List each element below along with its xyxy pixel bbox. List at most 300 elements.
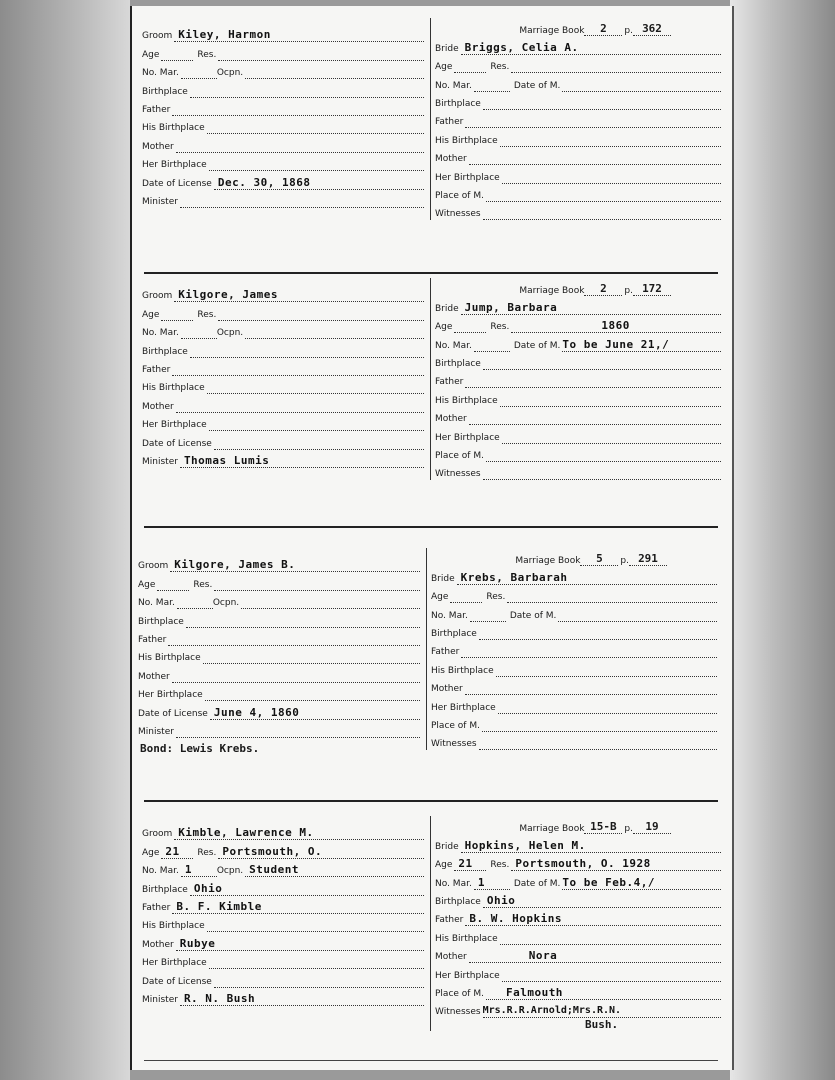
field-line — [176, 401, 424, 413]
field-label: Birthplace — [142, 346, 188, 357]
field-label: No. Mar. — [431, 610, 468, 621]
field-label: Mother — [431, 684, 463, 695]
bride-section — [426, 548, 717, 750]
field-line — [203, 652, 420, 664]
field-label: Date of License — [142, 178, 212, 189]
field-line — [474, 340, 510, 352]
field-label: Birthplace — [435, 358, 481, 369]
field-line — [207, 382, 424, 394]
field-label: Res. — [490, 860, 510, 871]
field-label: Birthplace — [138, 616, 184, 627]
field-line — [474, 875, 510, 890]
field-label: Age — [435, 62, 453, 73]
field-line — [562, 875, 721, 890]
field-line — [465, 116, 721, 128]
bride-name: Briggs, Celia A. — [464, 40, 579, 54]
book-number: 5 — [580, 552, 618, 566]
bride-res: Portsmouth, O. 1928 — [515, 857, 651, 871]
field-line — [483, 358, 721, 370]
field-line — [498, 702, 717, 714]
form-field-row — [435, 963, 721, 981]
form-field-row — [142, 79, 424, 97]
field-label: Place of M. — [431, 720, 480, 731]
groom-age: 21 — [165, 844, 180, 858]
field-line — [469, 413, 721, 425]
field-line — [214, 579, 420, 591]
form-field-row — [435, 184, 721, 202]
book-page: 291 — [629, 552, 667, 566]
field-label: Mother — [142, 141, 174, 152]
form-field-row — [435, 834, 721, 852]
field-label: Her Birthplace — [435, 172, 500, 183]
form-field-row — [431, 732, 717, 750]
field-label: Date of M. — [513, 80, 561, 91]
field-label: Groom — [138, 561, 169, 572]
field-label: Mother — [435, 414, 467, 425]
license-date: June 4, 1860 — [213, 705, 300, 719]
witnesses-continued: Bush. — [585, 1018, 619, 1032]
field-label: No. Mar. — [435, 878, 472, 889]
place-of-marriage: Falmouth — [505, 985, 563, 999]
field-label: His Birthplace — [138, 653, 201, 664]
field-line — [483, 208, 721, 220]
field-label: Minister — [142, 196, 178, 207]
form-field-row — [431, 695, 717, 713]
form-field-row — [435, 315, 721, 333]
form-field-row — [138, 701, 420, 719]
field-line — [245, 327, 424, 339]
form-field-row — [435, 945, 721, 963]
form-field-row — [435, 853, 721, 871]
field-line — [496, 665, 717, 677]
field-line — [210, 705, 420, 720]
field-label: Birthplace — [435, 98, 481, 109]
field-line — [469, 951, 721, 963]
field-label: Date of License — [142, 438, 212, 449]
field-label: Res. — [197, 49, 217, 60]
field-line — [181, 865, 217, 877]
witnesses: Mrs.R.R.Arnold;Mrs.R.N. — [482, 1005, 622, 1017]
field-line — [207, 920, 424, 932]
field-line — [177, 597, 213, 609]
form-field-row — [435, 1000, 721, 1018]
form-field-row — [138, 554, 420, 572]
field-line — [507, 591, 717, 603]
field-label: No. Mar. — [142, 328, 179, 339]
book-number: 2 — [584, 282, 622, 296]
field-line — [241, 597, 420, 609]
field-line — [461, 646, 717, 658]
field-line — [209, 159, 424, 171]
field-line — [180, 991, 424, 1006]
field-label: His Birthplace — [142, 383, 205, 394]
form-field-row — [435, 982, 721, 1000]
field-label: Minister — [142, 994, 178, 1005]
marriage-date: To be June 21,/ — [562, 337, 670, 351]
bride-father: B. W. Hopkins — [469, 912, 562, 926]
field-label: Mother — [142, 939, 174, 950]
form-field-row — [138, 628, 420, 646]
field-label: Age — [435, 322, 453, 333]
form-field-row — [435, 370, 721, 388]
field-label: Age — [138, 579, 156, 590]
field-line — [168, 634, 420, 646]
field-line — [461, 40, 721, 55]
field-line — [465, 914, 721, 926]
field-label: No. Mar. — [435, 340, 472, 351]
field-line — [245, 865, 424, 877]
field-line — [218, 844, 424, 859]
field-line — [474, 80, 510, 92]
form-field-row — [431, 622, 717, 640]
field-line — [172, 104, 424, 116]
card-divider — [144, 526, 718, 528]
field-label: Father — [142, 364, 171, 375]
bride-name: Krebs, Barbarah — [460, 570, 568, 584]
field-label: No. Mar. — [142, 866, 179, 877]
field-line — [157, 579, 189, 591]
form-field-row — [142, 951, 424, 969]
field-line — [176, 936, 424, 951]
form-field-row — [435, 388, 721, 406]
field-line — [454, 61, 486, 73]
field-line — [500, 395, 721, 407]
field-line — [502, 970, 721, 982]
field-line — [209, 419, 424, 431]
field-line — [190, 346, 424, 358]
field-line — [214, 976, 424, 988]
field-label: Minister — [138, 726, 174, 737]
field-label: Her Birthplace — [142, 958, 207, 969]
field-line — [172, 364, 424, 376]
form-field-row — [435, 128, 721, 146]
bride-res: 1860 — [601, 319, 630, 333]
field-line — [558, 610, 717, 622]
field-line — [483, 468, 721, 480]
form-field-row — [142, 914, 424, 932]
field-label: Ocpn. — [212, 598, 240, 609]
bride-name: Hopkins, Helen M. — [464, 838, 586, 852]
field-line — [502, 172, 721, 184]
marriage-record-sheet — [130, 6, 734, 1070]
field-label: Father — [142, 104, 171, 115]
book-page: 172 — [633, 282, 671, 296]
form-field-row — [138, 683, 420, 701]
form-field-row — [435, 462, 721, 480]
field-line — [470, 610, 506, 622]
form-field-row — [435, 871, 721, 889]
field-line — [486, 450, 721, 462]
field-label: Mother — [142, 401, 174, 412]
field-label: Birthplace — [431, 628, 477, 639]
form-field-row — [431, 677, 717, 695]
field-line — [181, 67, 217, 79]
field-label: Age — [431, 592, 449, 603]
field-line — [214, 438, 424, 450]
field-label: Mother — [138, 671, 170, 682]
marriage-book-reference: Marriage Book 2 p. 362 — [435, 18, 721, 36]
form-field-row — [138, 646, 420, 664]
field-line — [461, 300, 721, 315]
form-field-row — [142, 431, 424, 449]
field-label: Groom — [142, 291, 173, 302]
groom-no-mar: 1 — [184, 863, 192, 877]
form-field-row — [142, 358, 424, 376]
bride-mother: Nora — [528, 949, 558, 963]
marriage-book-reference: Marriage Book 5 p. 291 — [431, 548, 717, 566]
scan-margin-right — [730, 0, 835, 1080]
groom-res: Portsmouth, O. — [222, 844, 323, 858]
form-field-row — [435, 296, 721, 314]
field-label: Date of M. — [513, 878, 561, 889]
marriage-date: To be Feb.4,/ — [562, 875, 655, 889]
groom-name: Kiley, Harmon — [178, 28, 271, 42]
field-line — [190, 881, 424, 896]
field-label: Res. — [490, 322, 510, 333]
field-line — [245, 67, 424, 79]
form-field-row — [142, 932, 424, 950]
field-label: Father — [435, 377, 464, 388]
field-label: No. Mar. — [142, 68, 179, 79]
form-field-row — [435, 92, 721, 110]
field-line — [170, 560, 420, 572]
form-field-row — [435, 202, 721, 220]
minister-name: Thomas Lumis — [183, 453, 270, 467]
field-label: Ocpn. — [216, 68, 244, 79]
field-line — [180, 196, 424, 208]
field-label: Res. — [197, 309, 217, 320]
form-field-row — [142, 822, 424, 840]
form-field-row — [142, 302, 424, 320]
form-field-row — [431, 585, 717, 603]
field-line — [511, 61, 721, 73]
groom-ocpn: Student — [249, 863, 299, 877]
groom-mother: Rubye — [179, 936, 216, 950]
field-label: Date of License — [138, 708, 208, 719]
card-divider — [144, 272, 718, 274]
form-field-row — [142, 969, 424, 987]
form-field-row — [142, 413, 424, 431]
field-label: Ocpn. — [216, 866, 244, 877]
field-label: Date of License — [142, 976, 212, 987]
field-label: No. Mar. — [138, 598, 175, 609]
field-line — [172, 671, 420, 683]
field-label: Date of M. — [509, 610, 557, 621]
field-label: Father — [431, 647, 460, 658]
field-line — [465, 683, 717, 695]
field-line — [450, 591, 482, 603]
form-field-row — [142, 134, 424, 152]
book-number: 15-B — [584, 820, 622, 834]
field-line — [465, 376, 721, 388]
bride-birthplace: Ohio — [486, 893, 516, 907]
field-line — [479, 628, 717, 640]
field-label: Father — [142, 902, 171, 913]
field-line — [174, 828, 424, 840]
field-line — [176, 726, 420, 738]
groom-row — [142, 24, 424, 42]
field-line — [511, 321, 721, 333]
book-page: 362 — [633, 22, 671, 36]
field-label: Father — [435, 117, 464, 128]
form-field-row — [431, 640, 717, 658]
license-date: Dec. 30, 1868 — [217, 175, 311, 189]
form-field-row — [142, 896, 424, 914]
field-line — [161, 49, 193, 61]
form-field-row — [142, 98, 424, 116]
form-field-row — [435, 890, 721, 908]
field-line — [486, 190, 721, 202]
field-label: Place of M. — [435, 190, 484, 201]
field-line — [562, 337, 721, 352]
field-label: Witnesses — [435, 1007, 481, 1018]
field-line — [218, 49, 424, 61]
field-label: His Birthplace — [435, 395, 498, 406]
marriage-book-reference: Marriage Book 2 p. 172 — [435, 278, 721, 296]
form-field-row — [142, 284, 424, 302]
form-field-row — [142, 339, 424, 357]
form-field-row — [138, 609, 420, 627]
field-label: Witnesses — [431, 739, 477, 750]
form-field-row — [435, 444, 721, 462]
form-field-row — [431, 603, 717, 621]
groom-name: Kilgore, James — [178, 288, 278, 302]
field-line — [483, 893, 721, 908]
form-field-row — [138, 591, 420, 609]
field-line — [486, 985, 721, 1000]
field-label: Birthplace — [435, 896, 481, 907]
field-line — [186, 616, 420, 628]
form-field-row — [142, 877, 424, 895]
groom-name: Kilgore, James B. — [174, 558, 296, 572]
field-line — [511, 859, 721, 871]
field-label: Mother — [435, 952, 467, 963]
field-label: Her Birthplace — [138, 690, 203, 701]
field-label: Groom — [142, 31, 173, 42]
field-line — [181, 327, 217, 339]
field-label: His Birthplace — [435, 933, 498, 944]
card-divider — [144, 1060, 718, 1061]
groom-birthplace: Ohio — [193, 881, 223, 895]
field-line — [500, 933, 721, 945]
field-label: Age — [142, 309, 160, 320]
form-field-row — [435, 165, 721, 183]
field-line — [214, 175, 424, 190]
form-field-row — [435, 352, 721, 370]
field-label: Res. — [197, 847, 217, 858]
field-label: Date of M. — [513, 340, 561, 351]
field-label: His Birthplace — [435, 135, 498, 146]
form-field-row — [142, 42, 424, 60]
form-field-row — [431, 566, 717, 584]
groom-section — [142, 284, 424, 468]
scan-margin-left — [0, 0, 130, 1080]
field-line — [483, 98, 721, 110]
field-label: Bride — [431, 573, 455, 584]
groom-father: B. F. Kimble — [176, 899, 262, 913]
groom-section — [142, 822, 424, 1006]
field-label: Mother — [435, 154, 467, 165]
form-field-row — [138, 572, 420, 590]
form-field-row — [435, 908, 721, 926]
field-line — [205, 689, 420, 701]
card-divider — [144, 800, 718, 802]
form-field-row — [138, 720, 420, 738]
minister-name: R. N. Bush — [183, 991, 256, 1005]
field-label: Place of M. — [435, 450, 484, 461]
field-line — [190, 86, 424, 98]
form-field-row — [142, 153, 424, 171]
field-line — [479, 738, 717, 750]
form-field-row — [435, 73, 721, 91]
field-label: Witnesses — [435, 469, 481, 480]
bond-note: Bond: Lewis Krebs. — [140, 741, 260, 755]
field-label: Birthplace — [142, 884, 188, 895]
form-field-row — [435, 55, 721, 73]
form-field-row — [435, 36, 721, 54]
field-line — [469, 153, 721, 165]
form-field-row — [435, 333, 721, 351]
form-field-row — [435, 425, 721, 443]
marriage-book-reference: Marriage Book 15-B p. 19 — [435, 816, 721, 834]
field-label: Her Birthplace — [142, 160, 207, 171]
field-label: No. Mar. — [435, 80, 472, 91]
bride-section — [430, 278, 721, 480]
form-field-row — [435, 926, 721, 944]
field-line — [174, 30, 424, 42]
field-label: Age — [435, 860, 453, 871]
field-label: Father — [138, 634, 167, 645]
field-label: Age — [142, 847, 160, 858]
field-label: Witnesses — [435, 209, 481, 220]
form-field-row — [142, 988, 424, 1006]
form-field-row — [431, 658, 717, 676]
field-label: Res. — [490, 62, 510, 73]
field-line — [461, 838, 721, 853]
form-field-row — [142, 116, 424, 134]
form-field-row — [142, 61, 424, 79]
groom-name: Kimble, Lawrence M. — [178, 826, 314, 840]
form-field-row — [142, 376, 424, 394]
book-number: 2 — [584, 22, 622, 36]
field-label: Father — [435, 915, 464, 926]
form-field-row — [142, 321, 424, 339]
field-line — [562, 80, 721, 92]
field-line — [482, 720, 717, 732]
field-line — [161, 844, 193, 859]
field-line — [176, 141, 424, 153]
field-label: Her Birthplace — [142, 420, 207, 431]
field-label: His Birthplace — [431, 665, 494, 676]
field-label: Her Birthplace — [435, 970, 500, 981]
field-label: Her Birthplace — [431, 702, 496, 713]
form-field-row — [142, 450, 424, 468]
form-field-row — [142, 840, 424, 858]
field-line — [207, 122, 424, 134]
field-label: Her Birthplace — [435, 432, 500, 443]
field-label: His Birthplace — [142, 123, 205, 134]
field-line — [218, 309, 424, 321]
form-field-row — [142, 190, 424, 208]
field-line — [209, 957, 424, 969]
field-line — [174, 290, 424, 302]
groom-section — [142, 24, 424, 208]
field-label: Bride — [435, 841, 459, 852]
field-line — [454, 859, 486, 871]
form-field-row — [435, 110, 721, 128]
form-field-row — [138, 664, 420, 682]
form-field-row — [142, 171, 424, 189]
